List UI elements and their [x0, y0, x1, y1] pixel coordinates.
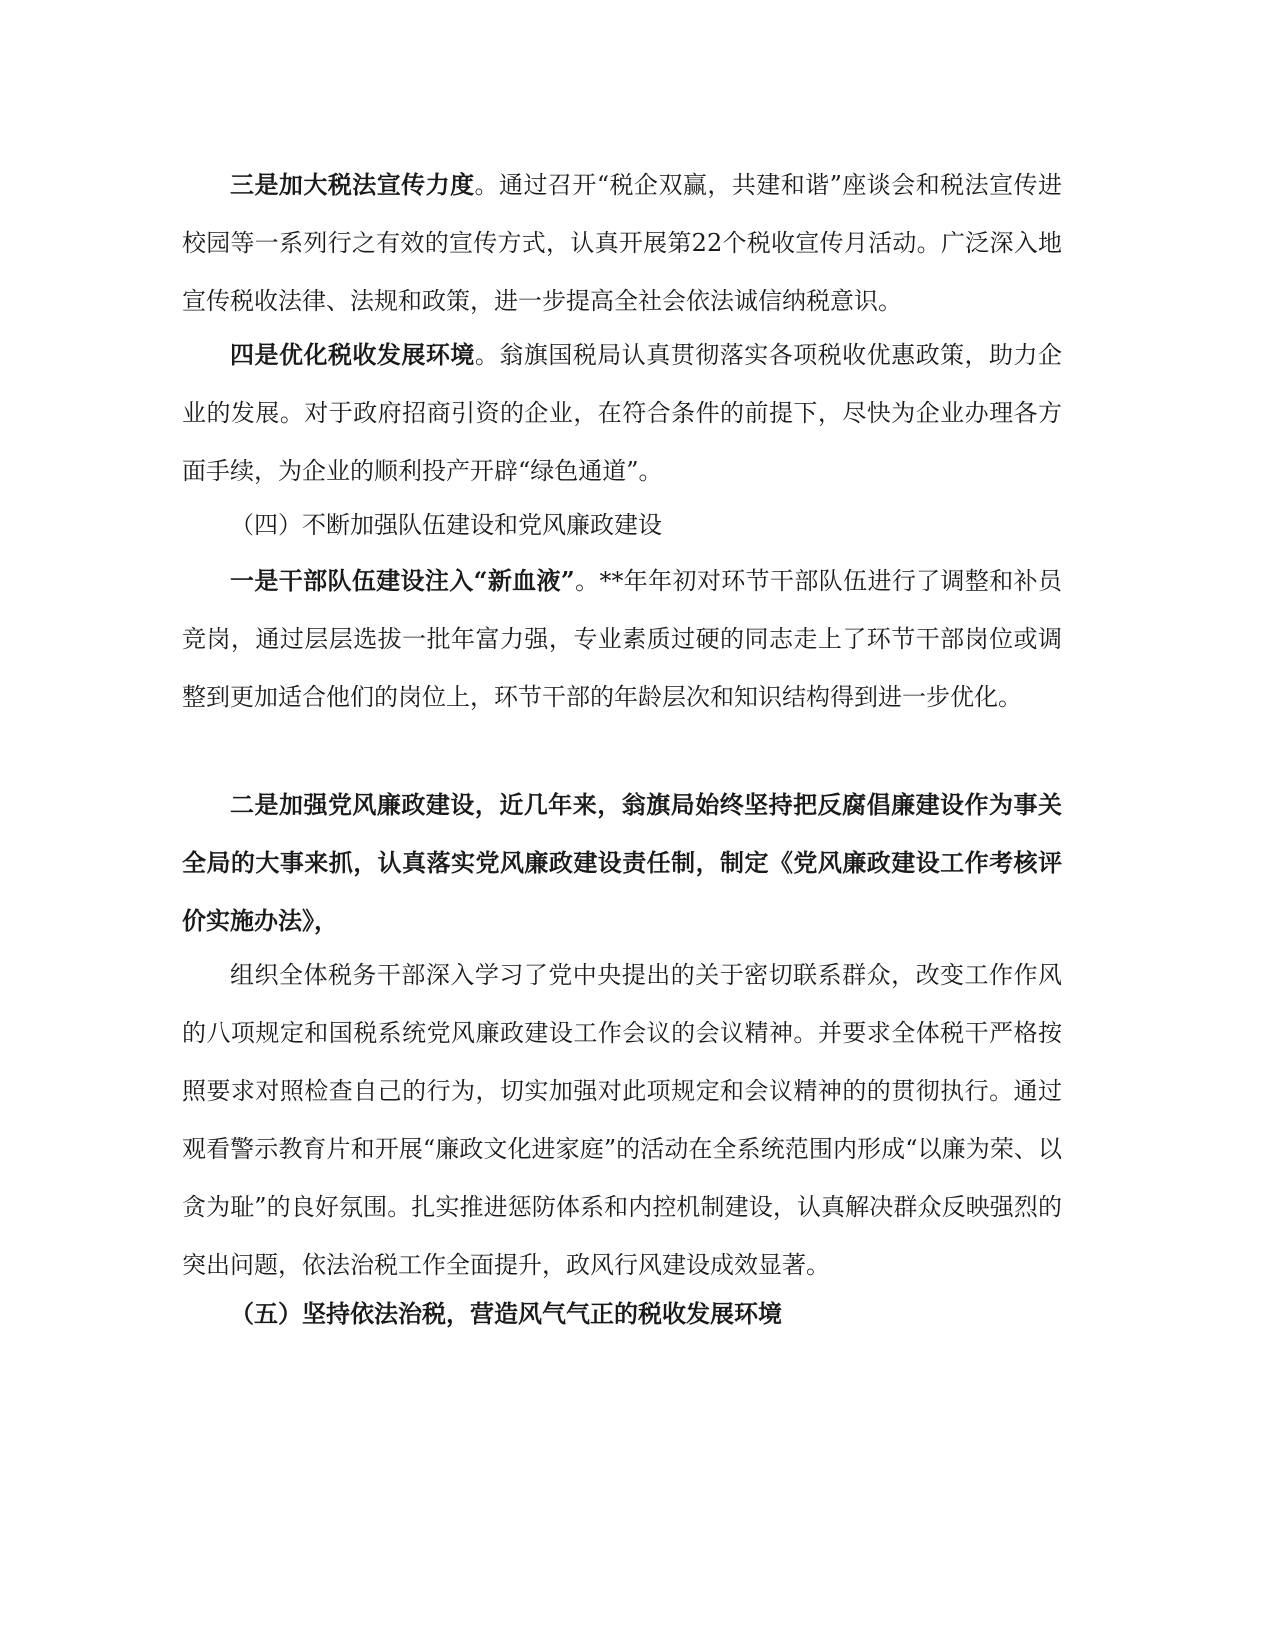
paragraph-lead: 一是干部队伍建设注入“新血液” — [230, 566, 575, 595]
paragraph-study: 组织全体税务干部深入学习了党中央提出的关于密切联系群众，改变工作作风的八项规定和国税系统党风廉政建设工作会议的会议精神。并要求全体税干严格按照要求对照检查自己的行为，切实加强对此项规定和会议精神的的贯彻执行。通过观看警示教育片和开展“廉政文化进家庭”的活动在全系统范围内形成“以廉为荣、以贪为耻”的良好氛围。扎实推进惩防体系和内控机制建设，认真解决群众反映强烈的突出问题，依法治税工作全面提升，政风行风建设成效显著。 — [182, 961, 1062, 1279]
section-heading-4: （四）不断加强队伍建设和党风廉政建设 — [230, 511, 662, 539]
paragraph-lead: 四是优化税收发展环境 — [230, 340, 475, 369]
section-heading-5: （五）坚持依法治税，营造风气气正的税收发展环境 — [230, 1299, 782, 1328]
paragraph-tax-publicity — [182, 156, 1062, 330]
paragraph-body: 。通过召开“税企双赢，共建和谐”座谈会和税法宣传进校园等一系列行之有效的宣传方式，认真开展第22个税收宣传月活动。广泛深入地宣传税收法律、法规和政策，进一步提高全社会依法诚信纳税意识。 — [182, 171, 1062, 315]
paragraph-body: 。**年年初对环节干部队伍进行了调整和补员竞岗，通过层层选拔一批年富力强，专业素质过硬的同志走上了环节干部岗位或调整到更加适合他们的岗位上，环节干部的年龄层次和知识结构得到进一步优化。 — [182, 567, 1063, 711]
paragraph-body: 。翁旗国税局认真贯彻落实各项税收优惠政策，助力企业的发展。对于政府招商引资的企业，在符合条件的前提下，尽快为企业办理各方面手续，为企业的顺利投产开辟“绿色通道”。 — [182, 341, 1063, 485]
paragraph-anti-corruption: 二是加强党风廉政建设，近几年来，翁旗局始终坚持把反腐倡廉建设作为事关全局的大事来抓，认真落实党风廉政建设责任制，制定《党风廉政建设工作考核评价实施办法》， — [182, 790, 1062, 935]
paragraph-lead: 三是加大税法宣传力度 — [230, 170, 475, 199]
paragraph-cadre-team — [182, 552, 1062, 726]
paragraph-tax-environment — [182, 326, 1062, 500]
